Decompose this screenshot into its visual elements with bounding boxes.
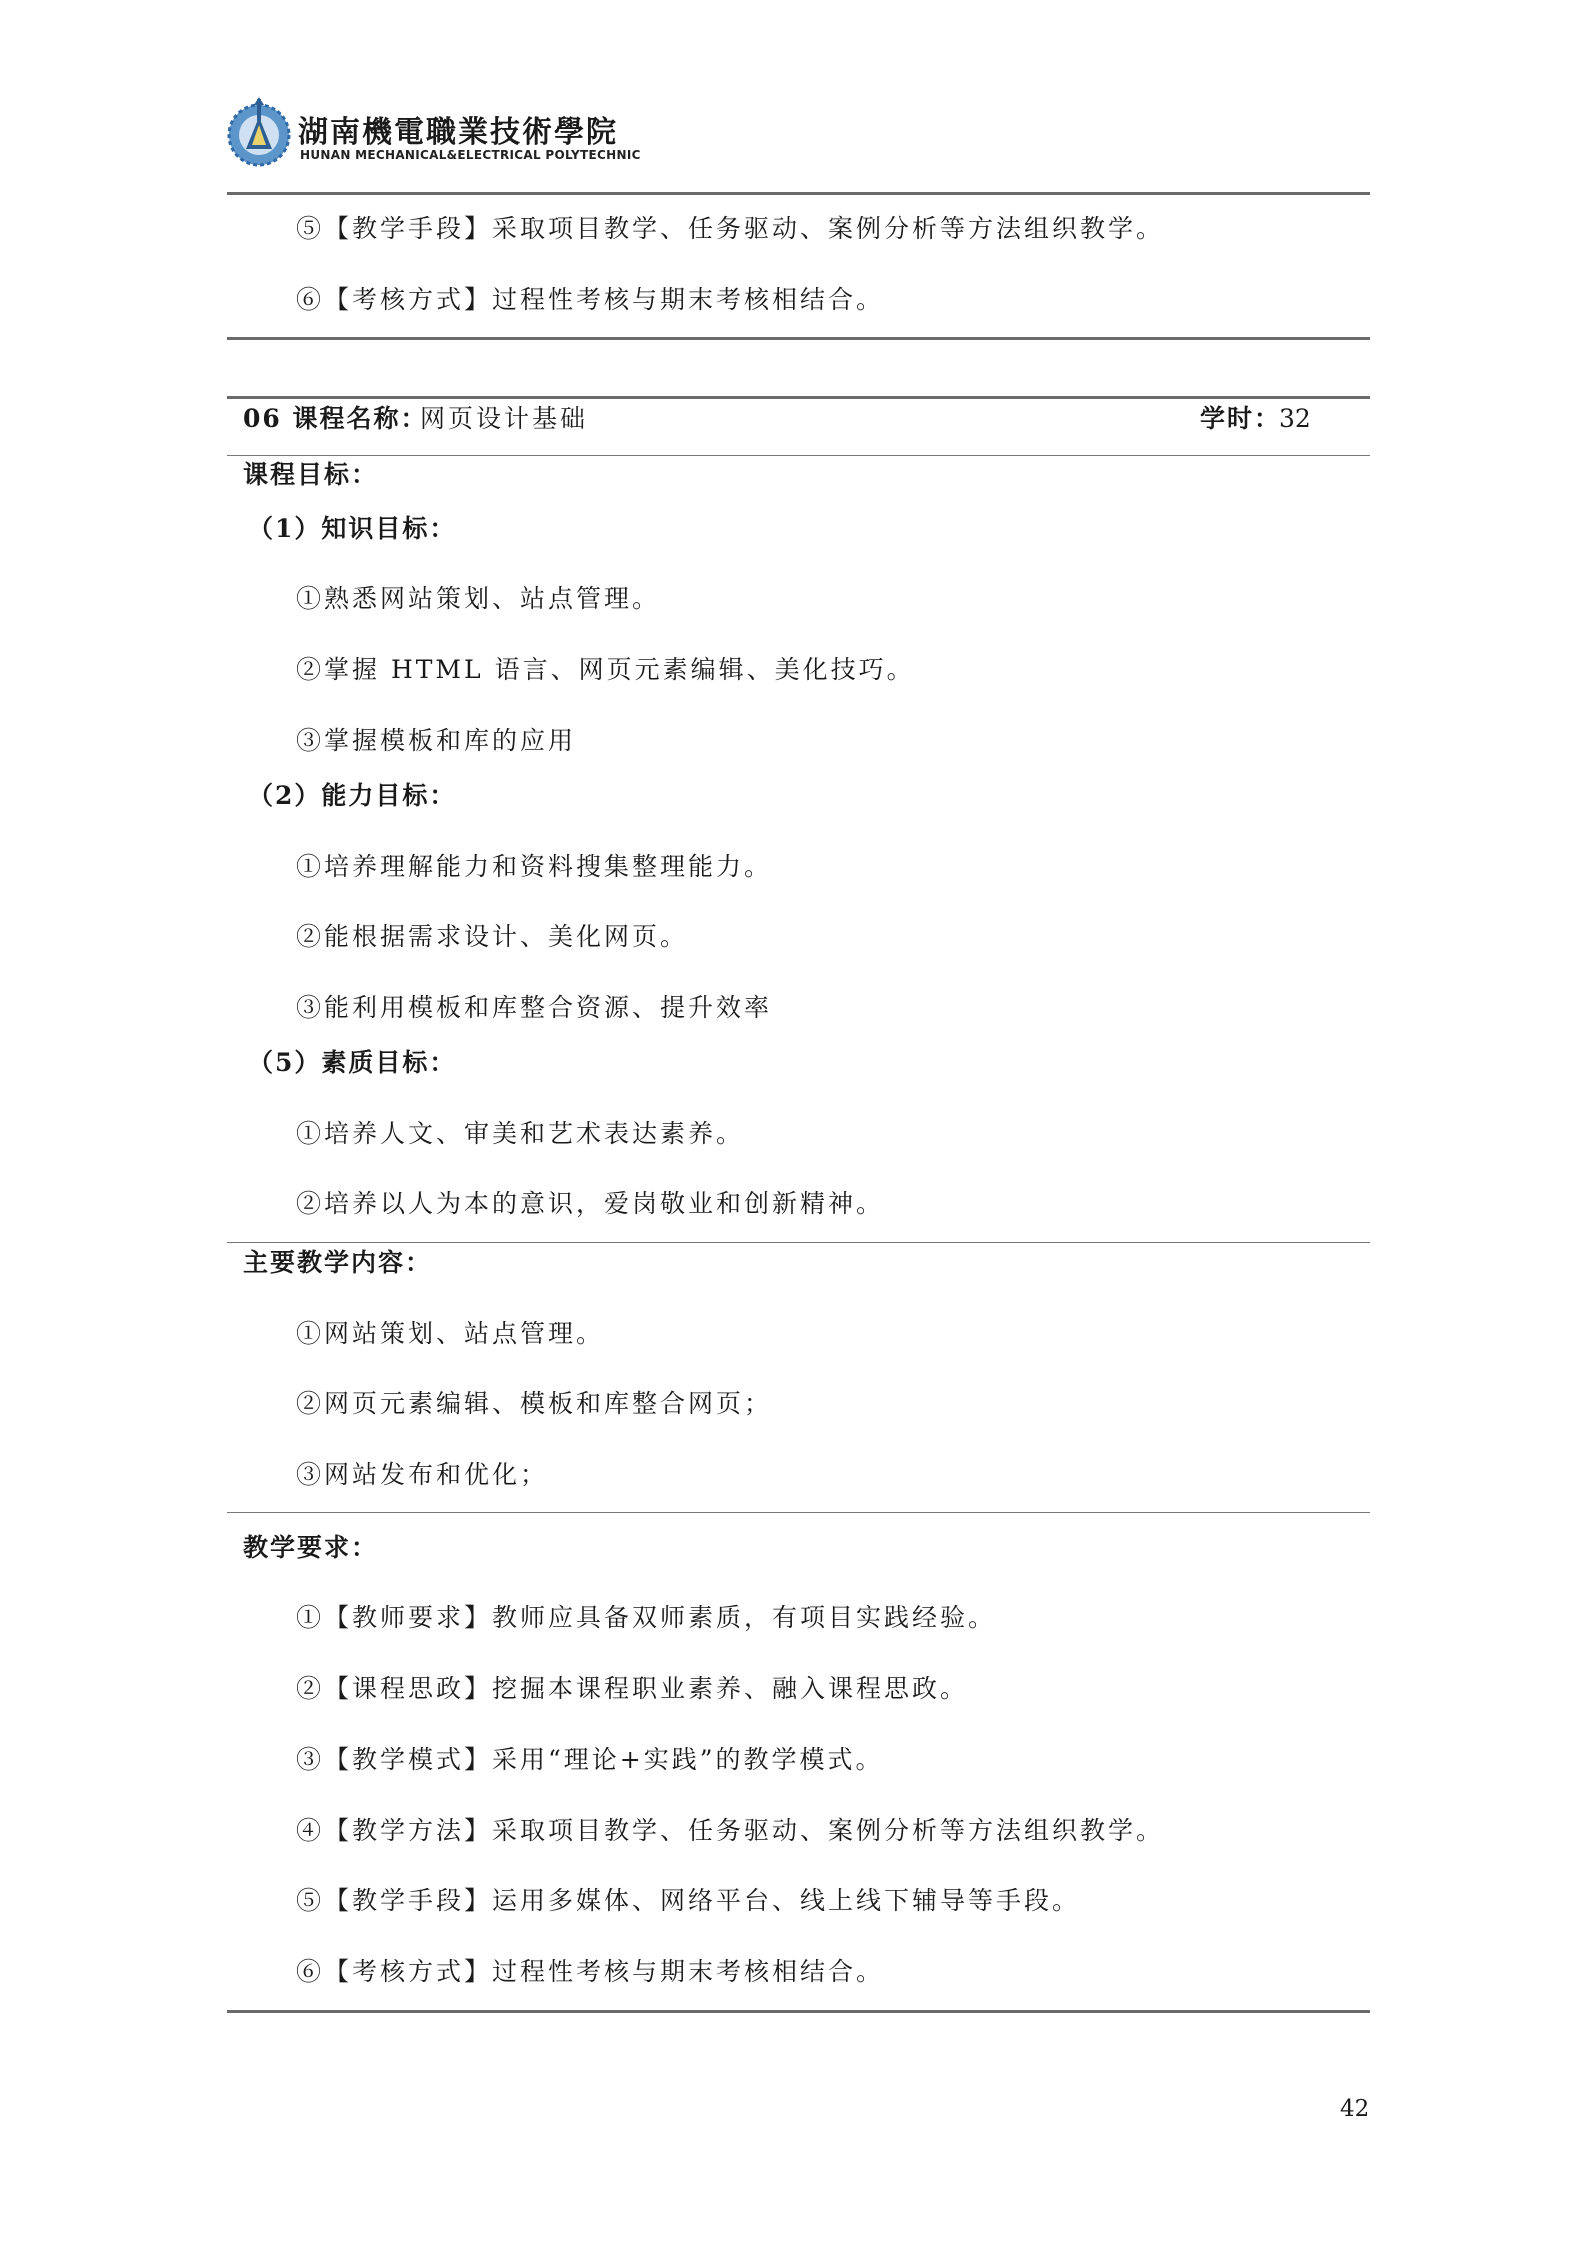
quality-item: ①培养人文、审美和艺术表达素养。 bbox=[296, 1119, 745, 1148]
content-divider bbox=[227, 1512, 1370, 1513]
course-name: 网页设计基础 bbox=[420, 404, 589, 433]
requirement-item: ③【教学模式】采用“理论+实践”的教学模式。 bbox=[296, 1745, 884, 1774]
prev-item-5: ⑤【教学手段】采取项目教学、任务驱动、案例分析等方法组织教学。 bbox=[296, 214, 1165, 243]
knowledge-objectives-title: （1）知识目标： bbox=[248, 514, 457, 543]
course-name-label: 06 课程名称： bbox=[243, 404, 428, 433]
objectives-divider bbox=[227, 1242, 1370, 1243]
requirement-item: ①【教师要求】教师应具备双师素质，有项目实践经验。 bbox=[296, 1603, 997, 1632]
course-table-bottom-border bbox=[227, 2010, 1370, 2013]
ability-item: ③能利用模板和库整合资源、提升效率 bbox=[296, 993, 773, 1022]
course-hours: 32 bbox=[1279, 404, 1311, 433]
school-name-english: HUNAN MECHANICAL&ELECTRICAL POLYTECHNIC bbox=[300, 148, 641, 162]
quality-objectives-title: （5）素质目标： bbox=[248, 1048, 457, 1077]
course-table-top-border bbox=[227, 396, 1370, 399]
requirement-item: ⑥【考核方式】过程性考核与期末考核相结合。 bbox=[296, 1957, 885, 1986]
prev-item-6: ⑥【考核方式】过程性考核与期末考核相结合。 bbox=[296, 285, 885, 314]
knowledge-item: ②掌握 HTML 语言、网页元素编辑、美化技巧。 bbox=[296, 655, 915, 684]
header-divider bbox=[227, 192, 1370, 195]
school-name-logotype: 湖南機電職業技術學院 bbox=[298, 115, 618, 150]
quality-item: ②培养以人为本的意识，爱岗敬业和创新精神。 bbox=[296, 1189, 885, 1218]
page-number: 42 bbox=[1340, 2096, 1370, 2122]
ability-objectives-title: （2）能力目标： bbox=[248, 781, 457, 810]
school-logo-emblem bbox=[226, 97, 292, 169]
content-title: 主要教学内容： bbox=[243, 1248, 433, 1277]
knowledge-item: ③掌握模板和库的应用 bbox=[296, 726, 577, 755]
requirement-item: ④【教学方法】采取项目教学、任务驱动、案例分析等方法组织教学。 bbox=[296, 1816, 1165, 1845]
content-item: ③网站发布和优化； bbox=[296, 1460, 549, 1489]
content-item: ②网页元素编辑、模板和库整合网页； bbox=[296, 1389, 773, 1418]
requirement-item: ②【课程思政】挖掘本课程职业素养、融入课程思政。 bbox=[296, 1674, 969, 1703]
course-hours-label: 学时： bbox=[1200, 404, 1282, 433]
ability-item: ①培养理解能力和资料搜集整理能力。 bbox=[296, 852, 773, 881]
requirements-title: 教学要求： bbox=[243, 1533, 379, 1562]
ability-item: ②能根据需求设计、美化网页。 bbox=[296, 922, 689, 951]
knowledge-item: ①熟悉网站策划、站点管理。 bbox=[296, 584, 661, 613]
course-header-divider bbox=[227, 455, 1370, 456]
objectives-title: 课程目标： bbox=[243, 460, 379, 489]
requirement-item: ⑤【教学手段】运用多媒体、网络平台、线上线下辅导等手段。 bbox=[296, 1886, 1081, 1915]
prev-table-bottom-border bbox=[227, 337, 1370, 340]
content-item: ①网站策划、站点管理。 bbox=[296, 1319, 605, 1348]
